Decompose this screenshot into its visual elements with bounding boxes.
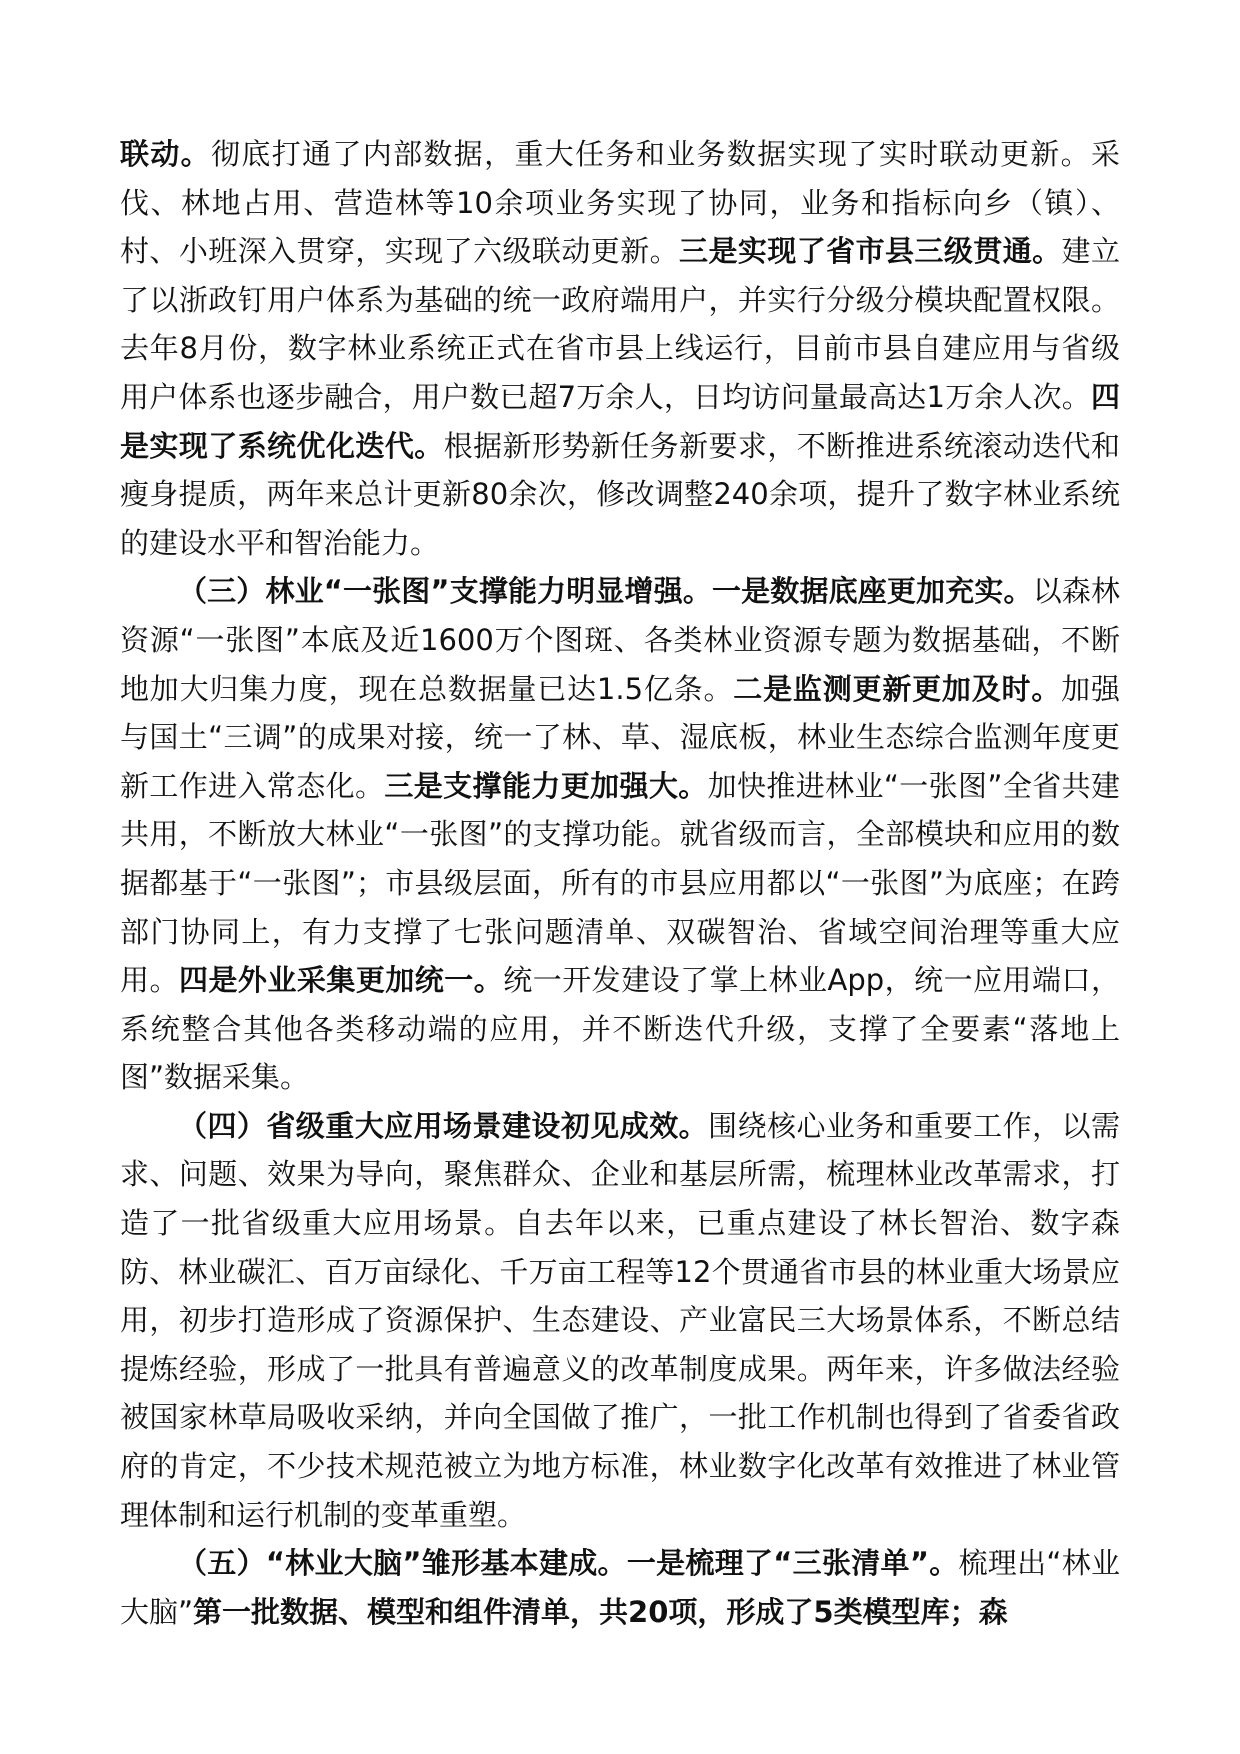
body-paragraph bbox=[120, 130, 1120, 567]
body-paragraph bbox=[120, 1539, 1120, 1636]
bold-text-run: 第一批数据、模型和组件清单，共20项，形成了5类模型库；森 bbox=[193, 1594, 1008, 1629]
bold-text-run: 联动。 bbox=[120, 137, 212, 171]
text-run: 统一开发建设了掌上林业App，统一应用端口，系统整合其他各类移动端的应用，并不断迭代升级，支撑了全要素“落地上图”数据采集。 bbox=[120, 963, 1120, 1095]
body-paragraph bbox=[120, 1102, 1120, 1539]
bold-text-run: 二是监测更新更加及时。 bbox=[733, 671, 1062, 706]
bold-text-run: 四是外业采集更加统一。 bbox=[178, 963, 504, 998]
bold-text-run: （四）省级重大应用场景建设初见成效。 bbox=[178, 1108, 709, 1143]
body-paragraph bbox=[120, 567, 1120, 1102]
text-run: 建立了以浙政钉用户体系为基础的统一政府端用户，并实行分级分模块配置权限。去年8月份，数字林业系统正式在省市县上线运行，目前市县自建应用与省级用户体系也逐步融合，用户数已超7万余人，日均访问量最高达1万余人次。 bbox=[120, 234, 1120, 414]
text-run: 加强与国土“三调”的成果对接，统一了林、草、湿底板，林业生态综合监测年度更新工作进入常态化。 bbox=[120, 671, 1120, 803]
bold-text-run: 三是实现了省市县三级贯通。 bbox=[679, 234, 1062, 269]
text-run: 围绕核心业务和重要工作，以需求、问题、效果为导向，聚焦群众、企业和基层所需，梳理林业改革需求，打造了一批省级重大应用场景。自去年以来，已重点建设了林长智治、数字森防、林业碳汇、百万亩绿化、千万亩工程等12个贯通省市县的林业重大场景应用，初步打造形成了资源保护、生态建设、产业富民三大场景体系，不断总结提炼经验，形成了一批具有普遍意义的改革制度成果。两年来，许多做法经验被国家林草局吸收采纳，并向全国做了推广，一批工作机制也得到了省委省政府的肯定，不少技术规范被立为地方标准，林业数字化改革有效推进了林业管理体制和运行机制的变革重塑。 bbox=[120, 1108, 1120, 1532]
text-run: 以森林资源“一张图”本底及近1600万个图斑、各类林业资源专题为数据基础，不断地加大归集力度，现在总数据量已达1.5亿条。 bbox=[120, 574, 1120, 706]
text-run: 加快推进林业“一张图”全省共建共用，不断放大林业“一张图”的支撑功能。就省级而言，全部模块和应用的数据都基于“一张图”；市县级层面，所有的市县应用都以“一张图”为底座；在跨部门协同上，有力支撑了七张问题清单、双碳智治、省域空间治理等重大应用。 bbox=[120, 768, 1120, 998]
bold-text-run: 四是实现了系统优化迭代。 bbox=[120, 379, 1120, 463]
text-run: 根据新形势新任务新要求，不断推进系统滚动迭代和瘦身提质，两年来总计更新80余次，修改调整240余项，提升了数字林业系统的建设水平和智治能力。 bbox=[120, 428, 1120, 560]
document-body bbox=[120, 130, 1120, 1636]
bold-text-run: （三）林业“一张图”支撑能力明显增强。一是数据底座更加充实。 bbox=[178, 574, 1033, 609]
text-run: 彻底打通了内部数据，重大任务和业务数据实现了实时联动更新。采伐、林地占用、营造林等10余项业务实现了协同，业务和指标向乡（镇）、村、小班深入贯穿，实现了六级联动更新。 bbox=[120, 137, 1120, 269]
text-run: 梳理出“林业大脑” bbox=[120, 1546, 1120, 1629]
bold-text-run: （五）“林业大脑”雏形基本建成。一是梳理了“三张清单”。 bbox=[178, 1546, 959, 1581]
bold-text-run: 三是支撑能力更加强大。 bbox=[384, 768, 708, 803]
